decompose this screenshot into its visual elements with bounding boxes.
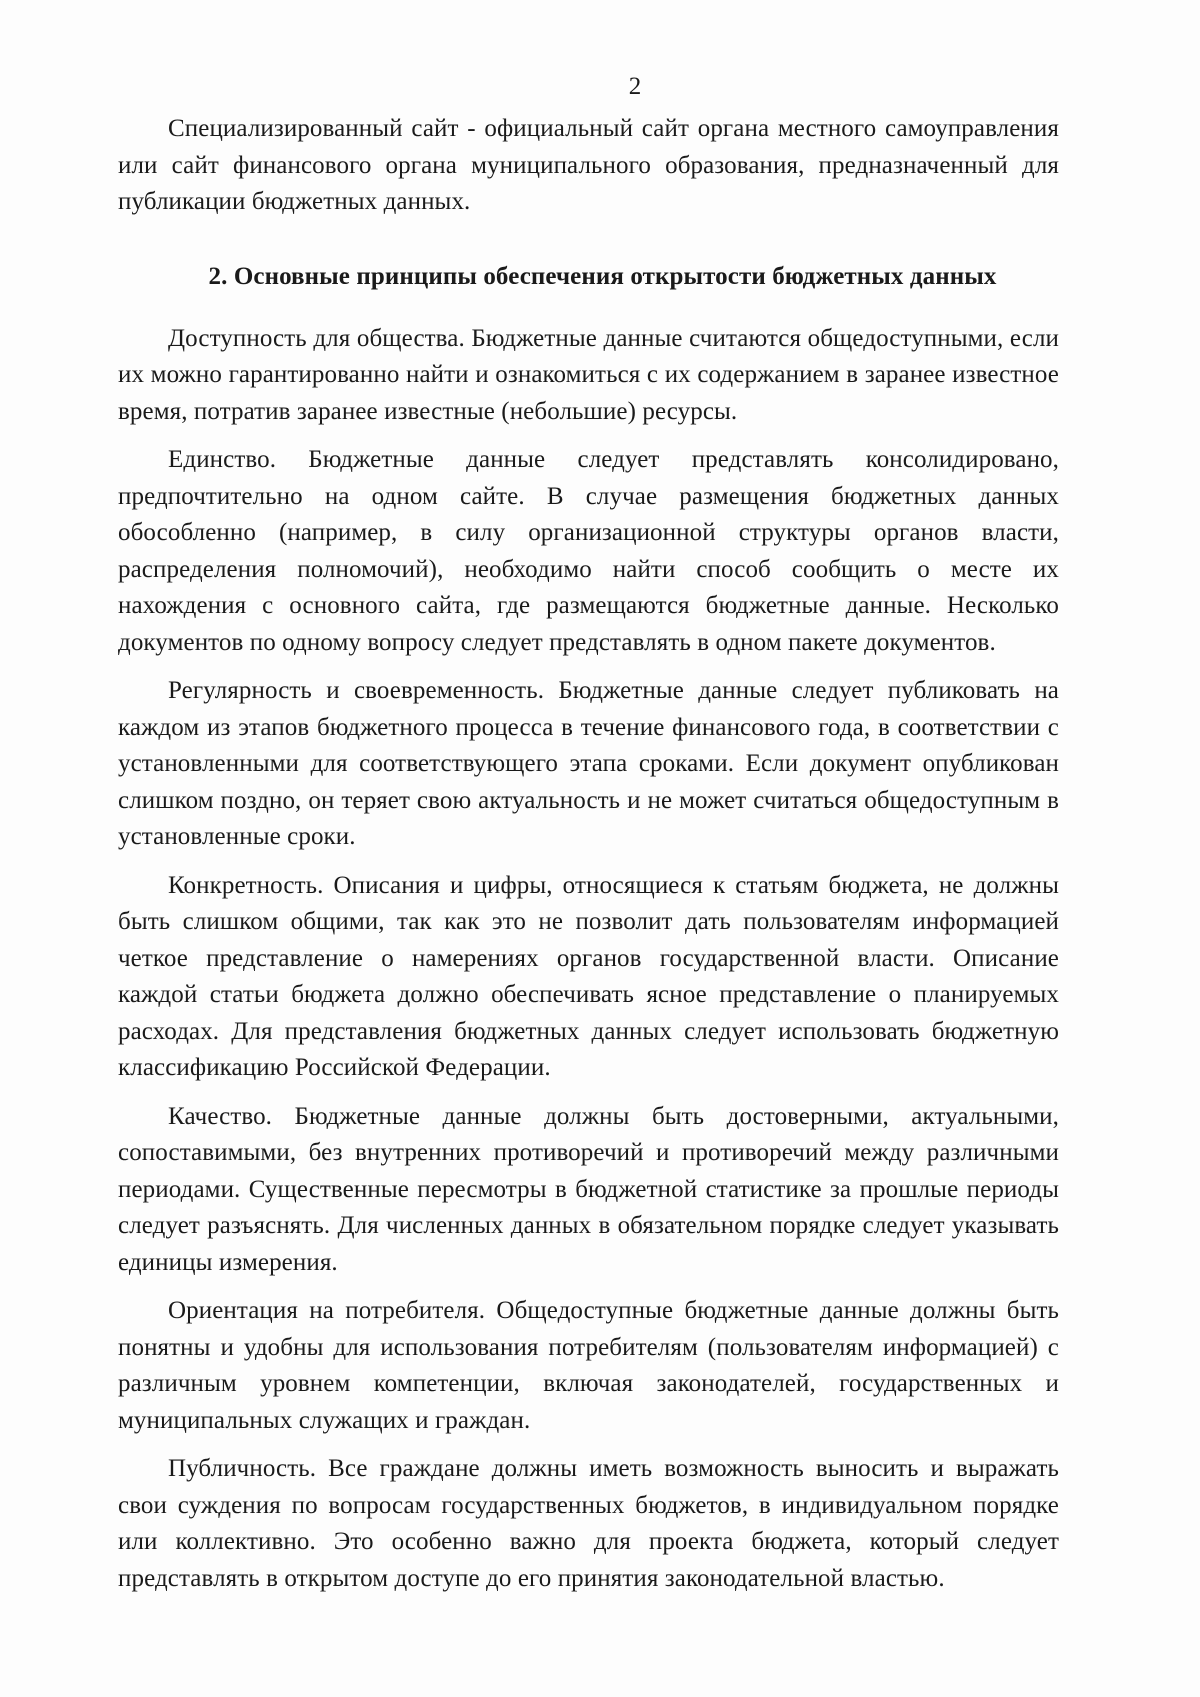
section-heading: 2. Основные принципы обеспечения открытости бюджетных данных (208, 262, 997, 290)
document-body (118, 111, 1059, 1597)
paragraph-publicity: Публичность. Все граждане должны иметь возможность выносить и выражать свои суждения по вопросам государственных бюджетов, в индивидуальном порядке или коллективно. Это особенно важно для проекта бюджета, который следует представлять в открытом доступе до его принятия законодательной властью. (118, 1455, 1059, 1592)
paragraph-unity: Единство. Бюджетные данные следует представлять консолидировано, предпочтительно на одном сайте. В случае размещения бюджетных данных обособленно (например, в силу организационной структуры органов власти, распределения полномочий), необходимо найти способ сообщить о месте их нахождения с основного сайта, где размещаются бюджетные данные. Несколько документов по одному вопросу следует представлять в одном пакете документов. (118, 446, 1059, 656)
paragraph-quality: Качество. Бюджетные данные должны быть достоверными, актуальными, сопоставимыми, без внутренних противоречий и противоречий между различными периодами. Существенные пересмотры в бюджетной статистике за прошлые периоды следует разъяснять. Для численных данных в обязательном порядке следует указывать единицы измерения. (118, 1102, 1059, 1276)
paragraph-accessibility: Доступность для общества. Бюджетные данные считаются общедоступными, если их можно гарантированно найти и ознакомиться с их содержанием в заранее известное время, потратив заранее известные (небольшие) ресурсы. (118, 324, 1059, 425)
intro-paragraph: Специализированный сайт - официальный сайт органа местного самоуправления или сайт финансового органа муниципального образования, предназначенный для публикации бюджетных данных. (118, 115, 1059, 215)
paragraph-regularity: Регулярность и своевременность. Бюджетные данные следует публиковать на каждом из этапов бюджетного процесса в течение финансового года, в соответствии с установленными для соответствующего этапа сроками. Если документ опубликован слишком поздно, он теряет свою актуальность и не может считаться общедоступным в установленные сроки. (118, 677, 1059, 850)
page-number: 2 (628, 73, 642, 100)
paragraph-consumer-orientation: Ориентация на потребителя. Общедоступные бюджетные данные должны быть понятны и удобны для использования потребителям (пользователям информацией) с различным уровнем компетенции, включая законодателей, государственных и муниципальных служащих и граждан. (118, 1297, 1059, 1434)
paragraph-concreteness: Конкретность. Описания и цифры, относящиеся к статьям бюджета, не должны быть слишком общими, так как это не позволит дать пользователям информацией четкое представление о намерениях органов государственной власти. Описание каждой статьи бюджета должно обеспечивать ясное представление о планируемых расходах. Для представления бюджетных данных следует использовать бюджетную классификацию Российской Федерации. (118, 871, 1059, 1081)
